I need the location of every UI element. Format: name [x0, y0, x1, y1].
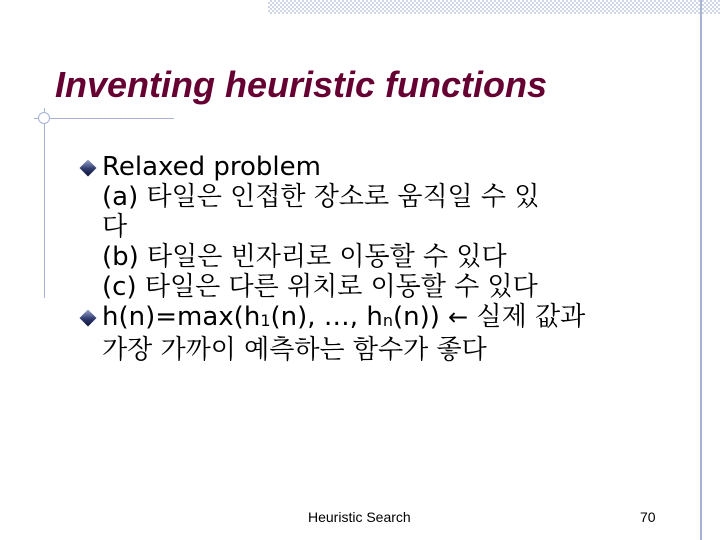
- header-pattern: [268, 0, 720, 14]
- slide-title: Inventing heuristic functions: [55, 64, 548, 105]
- formula-subscript-1: 1: [260, 311, 271, 330]
- bullet-continuation: 가장 가까이 예측하는 함수가 좋다: [102, 335, 487, 365]
- footer-text: Heuristic Search: [308, 509, 411, 525]
- bullet-text: Relaxed problem: [102, 152, 321, 182]
- left-arrow-icon: ←: [448, 303, 469, 331]
- formula-after: 실제 값과: [476, 302, 586, 332]
- formula-suffix: (n)): [392, 302, 440, 332]
- formula-prefix: h(n)=max(h: [102, 302, 261, 332]
- bullet-subline-b: (b) 타일은 빈자리로 이동할 수 있다: [102, 242, 507, 272]
- accent-circle: [38, 112, 50, 124]
- formula-middle: (n), …, h: [270, 302, 383, 332]
- right-accent-line: [700, 0, 702, 540]
- page-number: 70: [640, 509, 656, 525]
- bullet-item-relaxed-problem: [80, 152, 680, 302]
- title-underline: [34, 118, 174, 119]
- diamond-bullet-icon: [80, 310, 97, 327]
- formula-line: [102, 302, 680, 335]
- slide-body: [80, 152, 680, 365]
- left-accent-line: [44, 108, 45, 298]
- formula-subscript-n: n: [382, 311, 393, 330]
- bullet-subline-a-cont: 다: [102, 212, 128, 242]
- bullet-subline-c: (c) 타일은 다른 위치로 이동할 수 있다: [102, 272, 538, 302]
- bullet-subline-a: (a) 타일은 인접한 장소로 움직일 수 있: [102, 182, 540, 212]
- bullet-item-heuristic-max: [80, 302, 680, 365]
- diamond-bullet-icon: [80, 160, 97, 177]
